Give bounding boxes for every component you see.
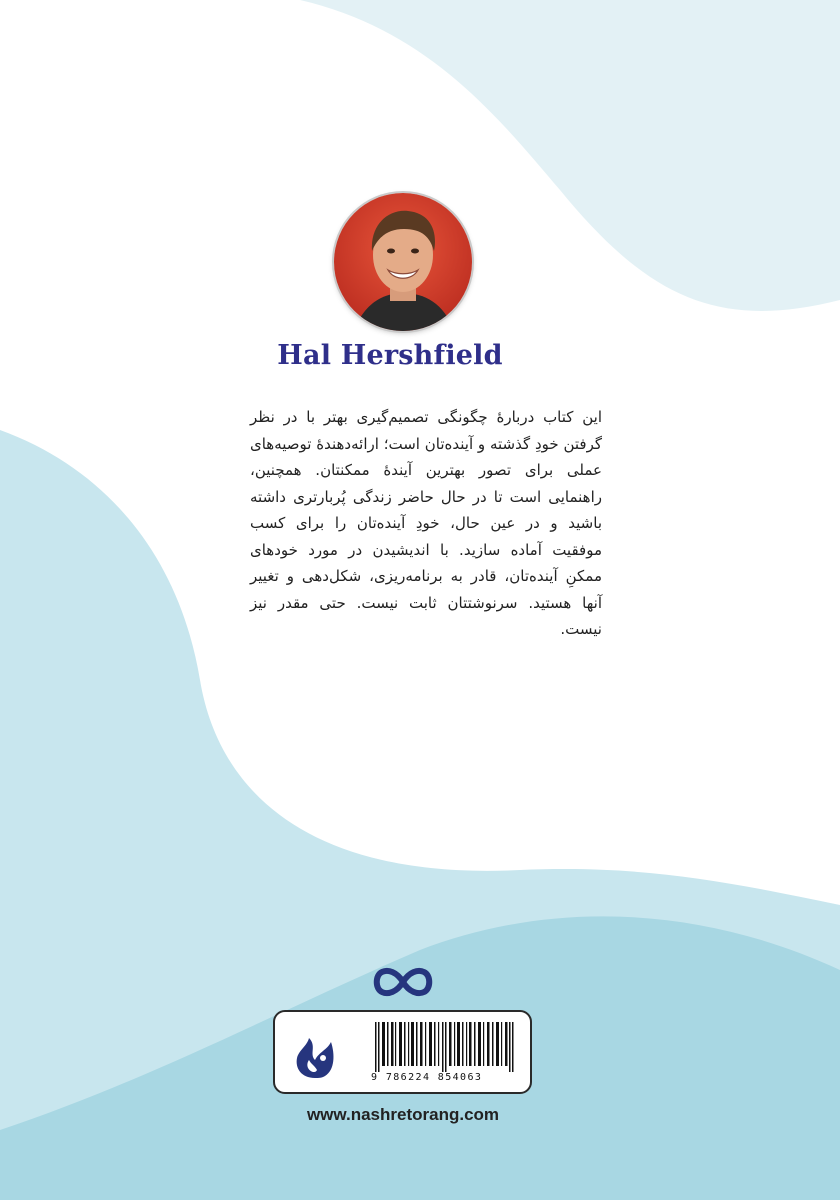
isbn-barcode-panel xyxy=(273,1010,532,1094)
publisher-logo-icon xyxy=(287,1028,343,1084)
publisher-website: www.nashretorang.com xyxy=(306,1105,500,1124)
infinity-icon xyxy=(370,962,436,1002)
author-photo xyxy=(334,193,472,331)
author-name: Hal Hershfield xyxy=(277,340,503,371)
barcode xyxy=(373,1022,515,1072)
isbn-number: 9 786224 854063 xyxy=(371,1072,483,1083)
book-description: این کتاب دربارهٔ چگونگی تصمیم‌گیری بهتر با در نظر گرفتن خودِ گذشته و آینده‌تان است؛ ارائه‌دهندهٔ توصیه‌های عملی برای تصور بهترین آیندهٔ ممکنتان. همچنین، راهنمایی است تا در حال حاضر زندگی پُربارتری داشته باشید و در عین حال، خودِ آینده‌تان را برای کسب موفقیت آماده سازید. با اندیشیدن در مورد خودهای ممکنِ آینده‌تان، قادر به برنامه‌ریزی، شکل‌دهی و تغییر آنها هستید. سرنوشتتان ثابت نیست. حتی مقدر نیز نیست. xyxy=(250,408,602,638)
